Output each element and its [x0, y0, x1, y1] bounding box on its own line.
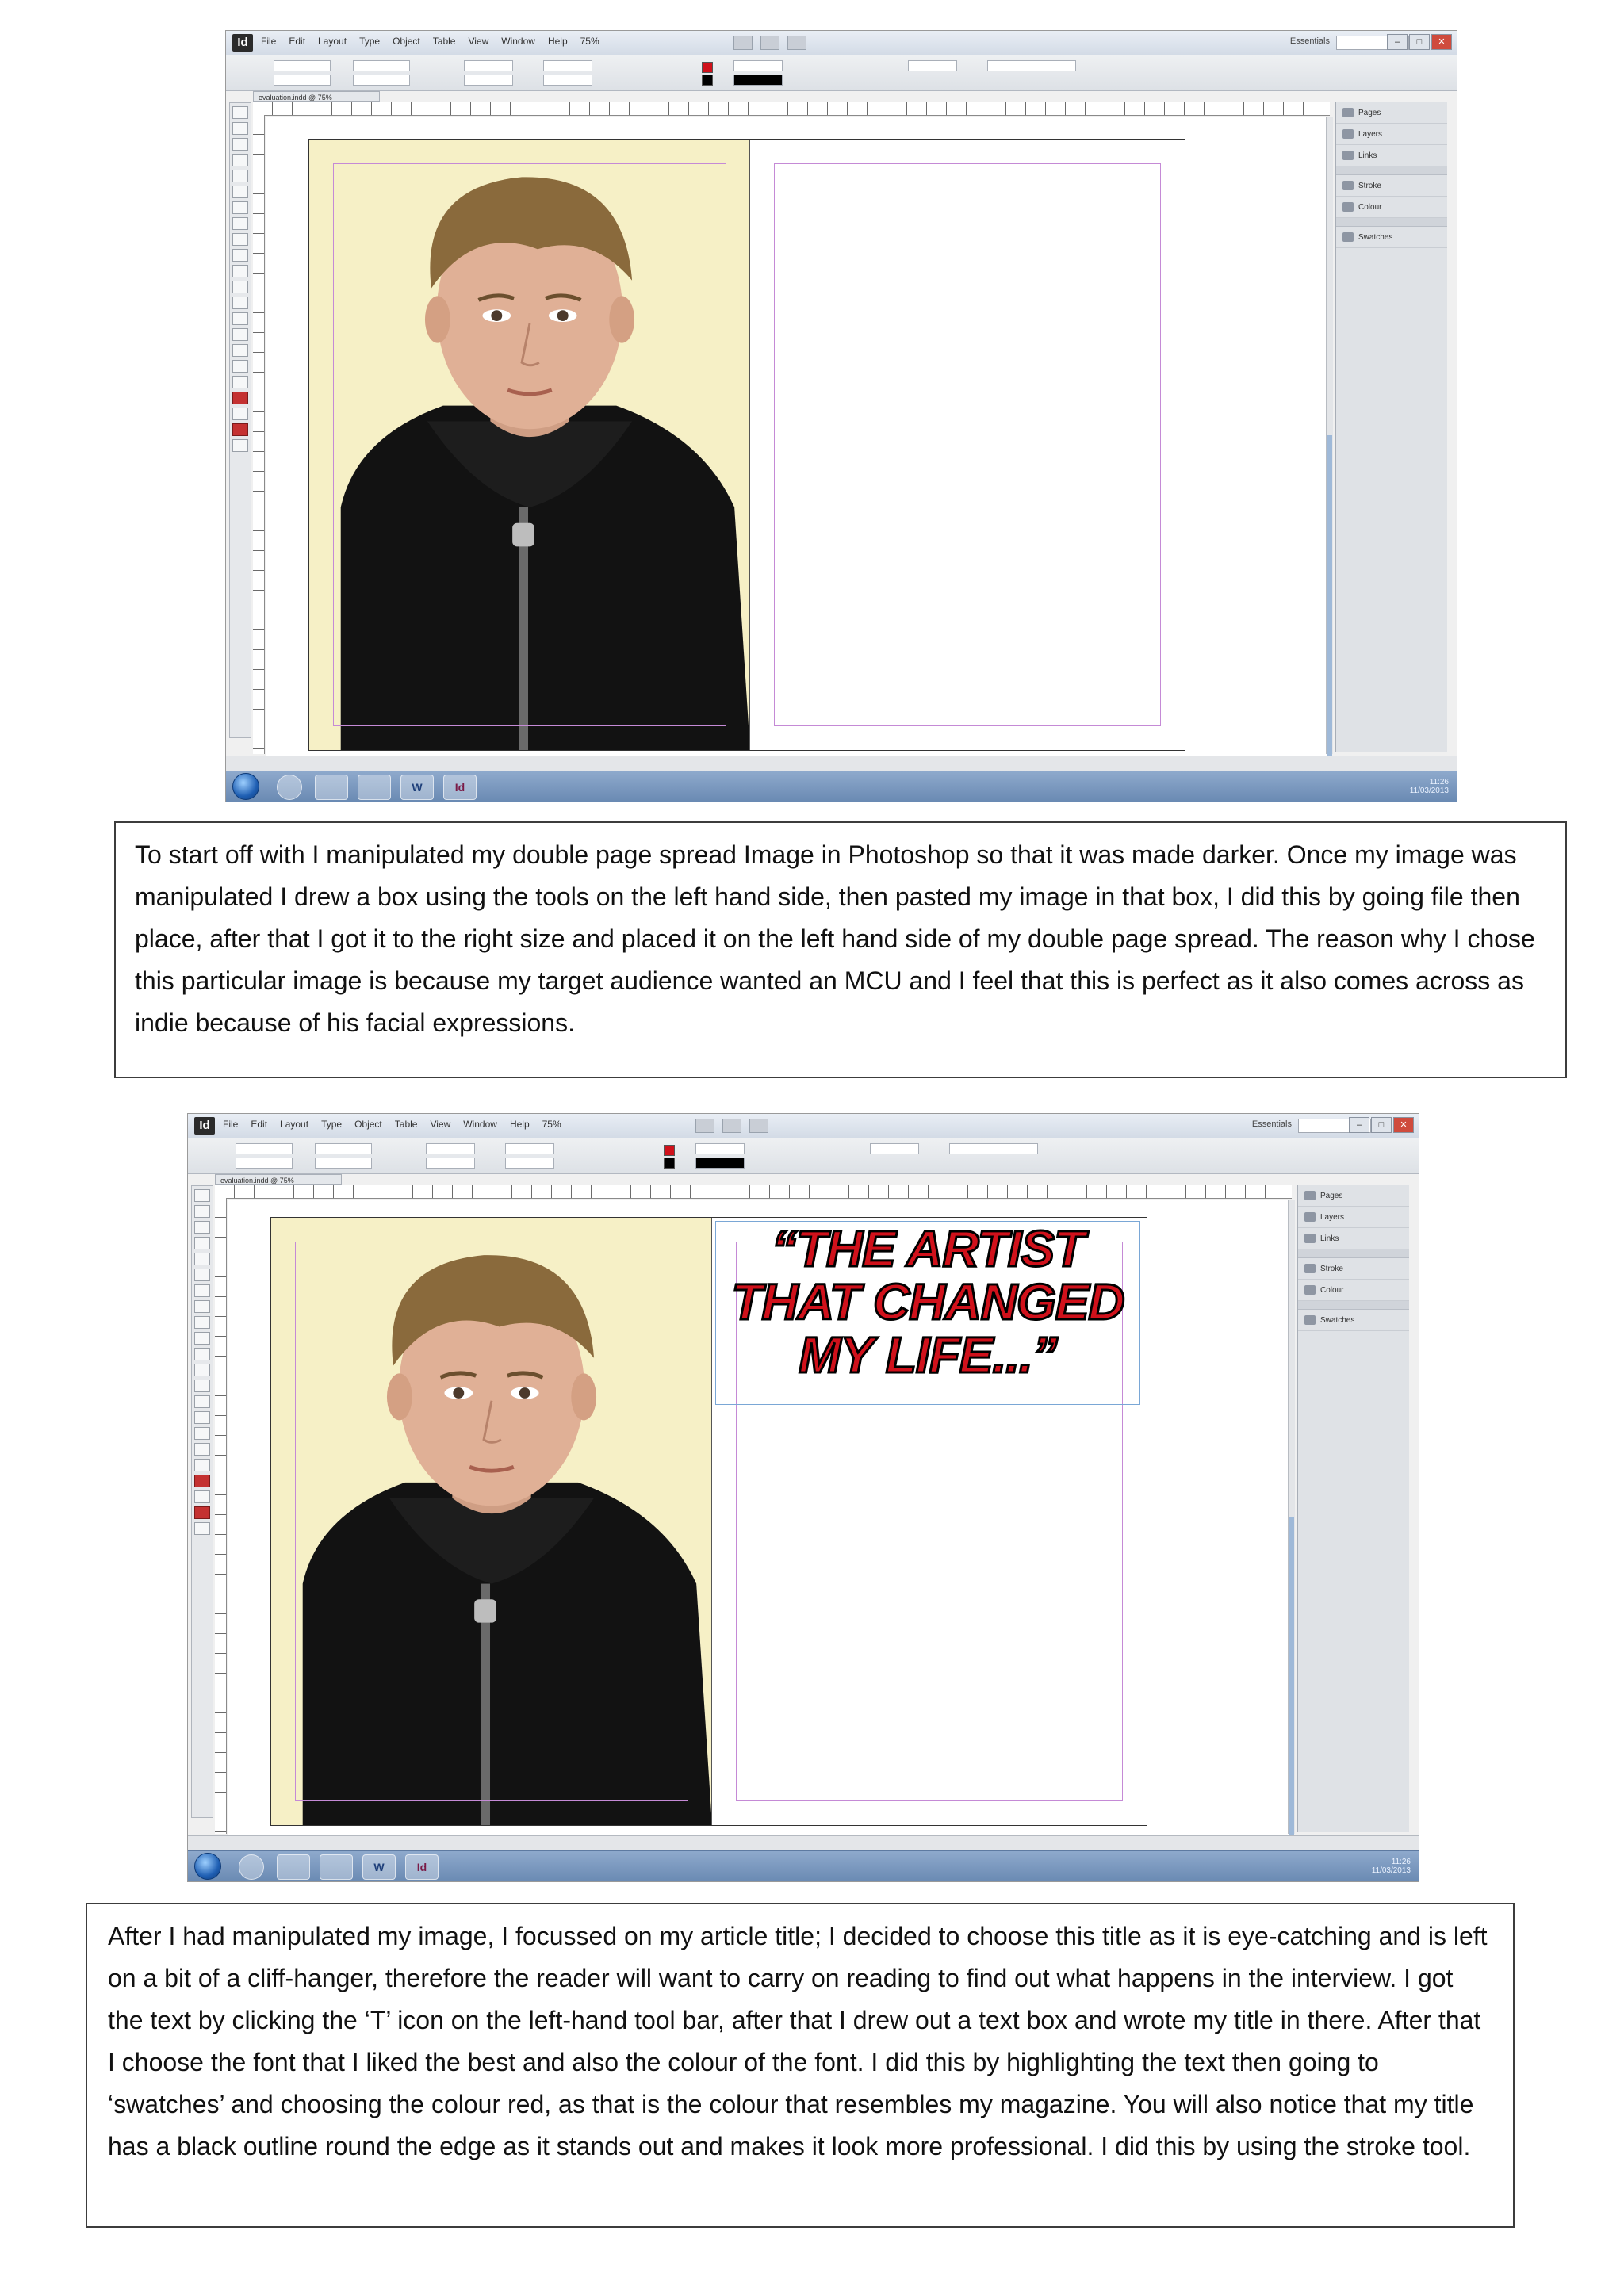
height-field[interactable]: [353, 75, 410, 86]
panel-divider: [1298, 1249, 1409, 1258]
bridge-icon[interactable]: [787, 36, 806, 50]
arrange-documents-icon[interactable]: [760, 36, 779, 50]
stroke-type-field[interactable]: [695, 1158, 745, 1169]
gap-tool-icon[interactable]: [232, 154, 248, 166]
title-bar: [188, 1114, 1419, 1138]
gap-tool-icon[interactable]: [194, 1237, 210, 1249]
horizontal-ruler: [215, 1185, 1292, 1199]
panel-swatches[interactable]: [1336, 227, 1447, 248]
shear-field[interactable]: [505, 1158, 554, 1169]
panel-swatches[interactable]: [1298, 1310, 1409, 1331]
zoom-level[interactable]: 75%: [580, 36, 599, 47]
workspace-switcher[interactable]: Essentials: [1251, 1119, 1292, 1129]
note-tool-icon[interactable]: [232, 328, 248, 341]
eyedropper-tool-icon[interactable]: [194, 1427, 210, 1440]
panel-pages[interactable]: [1298, 1185, 1409, 1207]
clock-time: 11:26: [1391, 1858, 1411, 1866]
panel-label: Swatches: [1320, 1315, 1355, 1325]
gradient-tool-icon[interactable]: [194, 1395, 210, 1408]
fill-stroke-icon[interactable]: [194, 1475, 210, 1487]
panel-label: Pages: [1320, 1191, 1343, 1200]
pencil-tool-icon[interactable]: [194, 1316, 210, 1329]
right-page[interactable]: [749, 140, 1185, 750]
tools-panel: [229, 102, 251, 738]
maximize-button[interactable]: □: [1409, 34, 1430, 50]
panel-stroke[interactable]: [1298, 1258, 1409, 1280]
panel-label: Layers: [1358, 129, 1383, 139]
x-position-field[interactable]: [274, 60, 331, 71]
window-controls: [1387, 34, 1452, 50]
windows-taskbar: [188, 1850, 1419, 1881]
menu-type[interactable]: Type: [359, 36, 381, 47]
line-tool-icon[interactable]: [194, 1284, 210, 1297]
panel-layers[interactable]: [1298, 1207, 1409, 1228]
menu-layout[interactable]: Layout: [280, 1119, 309, 1130]
x-position-field[interactable]: [236, 1143, 293, 1154]
scissors-tool-icon[interactable]: [194, 1364, 210, 1376]
menu-table[interactable]: Table: [432, 36, 456, 47]
docked-panels: [1297, 1185, 1409, 1832]
double-page-spread[interactable]: [270, 1217, 1147, 1826]
minimize-button[interactable]: –: [1349, 1117, 1369, 1133]
stroke-icon: [1342, 181, 1354, 190]
bridge-icon[interactable]: [749, 1119, 768, 1133]
view-options: [695, 1119, 768, 1133]
ie-taskbar-icon[interactable]: [239, 1854, 264, 1880]
indesign-app-icon: Id: [232, 34, 253, 52]
zoom-level[interactable]: 75%: [542, 1119, 561, 1130]
scrollbar-thumb[interactable]: [1327, 435, 1332, 802]
indesign-taskbar-icon[interactable]: Id: [405, 1854, 439, 1880]
y-position-field[interactable]: [236, 1158, 293, 1169]
panel-label: Colour: [1358, 202, 1382, 212]
formatting-icon[interactable]: [232, 408, 248, 420]
swatches-icon: [1342, 232, 1354, 242]
article-title-line-2: THAT CHANGED: [731, 1273, 1124, 1331]
stroke-icon: [1304, 1264, 1316, 1273]
stroke-swatch-icon[interactable]: [664, 1158, 675, 1169]
left-page-image-frame[interactable]: [309, 140, 750, 750]
panel-label: Swatches: [1358, 232, 1393, 242]
swatches-icon: [1304, 1315, 1316, 1325]
fill-swatch-icon[interactable]: [664, 1145, 675, 1156]
article-title[interactable]: [717, 1220, 1139, 1384]
media-player-taskbar-icon[interactable]: [358, 775, 391, 800]
status-bar: [226, 756, 1457, 771]
document-tab[interactable]: evaluation.indd @ 75%: [253, 91, 380, 102]
maximize-button[interactable]: □: [1371, 1117, 1392, 1133]
screen-mode-icon[interactable]: [733, 36, 753, 50]
zoom-tool-icon[interactable]: [194, 1459, 210, 1471]
colour-icon: [1304, 1285, 1316, 1295]
caption-text: To start off with I manipulated my double page spread Image in Photoshop so that it was made darker. Once my image was manipulated I drew a box using the tools on the left hand side, then pasted my image in that box, I did this by going file then place, after that I got it to the right size and placed it on the left hand side of my double page spread. The reason why I chose this particular image is because my target audience wanted an MCU and I feel that this is perfect as it also comes across as indie because of his facial expressions.: [135, 840, 1535, 1037]
selection-tool-icon[interactable]: [232, 106, 248, 119]
hand-tool-icon[interactable]: [232, 360, 248, 373]
panel-label: Stroke: [1320, 1264, 1343, 1273]
scale-x-field[interactable]: [464, 60, 513, 71]
system-clock[interactable]: [1410, 778, 1449, 795]
menu-window[interactable]: Window: [501, 36, 535, 47]
links-icon: [1304, 1234, 1316, 1243]
menu-help[interactable]: Help: [509, 1119, 530, 1130]
document-tab[interactable]: evaluation.indd @ 75%: [215, 1174, 342, 1185]
scrollbar-thumb[interactable]: [1289, 1517, 1294, 1882]
double-page-spread[interactable]: [308, 139, 1185, 751]
pages-icon: [1342, 108, 1354, 117]
panel-label: Colour: [1320, 1285, 1344, 1295]
horizontal-ruler: [253, 102, 1330, 116]
indesign-screenshot-2: [187, 1113, 1419, 1882]
panel-pages[interactable]: [1336, 102, 1447, 124]
stroke-type-field[interactable]: [733, 75, 783, 86]
panel-colour[interactable]: [1336, 197, 1447, 218]
ie-taskbar-icon[interactable]: [277, 775, 302, 800]
word-taskbar-icon[interactable]: W: [362, 1854, 396, 1880]
panel-links[interactable]: [1298, 1228, 1409, 1249]
panel-label: Links: [1320, 1234, 1339, 1243]
menu-object[interactable]: Object: [354, 1119, 382, 1130]
vertical-scrollbar[interactable]: [1326, 117, 1333, 754]
rectangle-frame-tool-icon[interactable]: [194, 1332, 210, 1345]
start-button-icon[interactable]: [194, 1853, 221, 1880]
panel-divider: [1298, 1301, 1409, 1310]
scale-y-field[interactable]: [464, 75, 513, 86]
article-title-line-1: “THE ARTIST: [771, 1220, 1085, 1277]
margin-guide-right: [774, 163, 1161, 726]
margin-guide-left: [295, 1242, 688, 1801]
close-button[interactable]: ✕: [1431, 34, 1452, 50]
window-controls: [1349, 1117, 1414, 1133]
type-tool-icon[interactable]: [194, 1269, 210, 1281]
view-options: [733, 36, 806, 50]
scissors-tool-icon[interactable]: [232, 281, 248, 293]
pen-tool-icon[interactable]: [194, 1300, 210, 1313]
direct-selection-tool-icon[interactable]: [194, 1205, 210, 1218]
zoom-tool-icon[interactable]: [232, 376, 248, 388]
title-bar: [226, 31, 1457, 55]
menu-file[interactable]: File: [223, 1119, 239, 1130]
panel-links[interactable]: [1336, 145, 1447, 166]
free-transform-tool-icon[interactable]: [194, 1380, 210, 1392]
rotate-field[interactable]: [543, 60, 592, 71]
rotate-field[interactable]: [505, 1143, 554, 1154]
tools-panel: [191, 1185, 213, 1818]
status-bar: [188, 1835, 1419, 1851]
rectangle-tool-icon[interactable]: [232, 265, 248, 277]
height-field[interactable]: [315, 1158, 372, 1169]
panel-label: Links: [1358, 151, 1377, 160]
explorer-taskbar-icon[interactable]: [315, 775, 348, 800]
object-style-field[interactable]: [949, 1143, 1038, 1154]
menu-bar: [223, 1119, 561, 1130]
direct-selection-tool-icon[interactable]: [232, 122, 248, 135]
layers-icon: [1304, 1212, 1316, 1222]
panel-divider: [1336, 218, 1447, 227]
apply-colour-icon[interactable]: [232, 423, 248, 436]
clock-date: 11/03/2013: [1371, 1866, 1411, 1875]
panel-stroke[interactable]: [1336, 175, 1447, 197]
eyedropper-tool-icon[interactable]: [232, 344, 248, 357]
panel-colour[interactable]: [1298, 1280, 1409, 1301]
vertical-ruler: [215, 1198, 227, 1834]
fitting-field[interactable]: [908, 60, 957, 71]
caption-text: After I had manipulated my image, I focussed on my article title; I decided to choose this title as it is eye-catching and is left on a bit of a cliff-hanger, therefore the reader will want to carry on reading to find out what happens in the interview. I got the text by clicking the ‘T’ icon on the left-hand tool bar, after that I drew out a text box and wrote my title in there. After that I choose the font that I liked the best and also the colour of the font. I did this by highlighting the text then going to ‘swatches’ and choosing the colour red, as that is the colour that resembles my magazine. You will also notice that my title has a black outline round the edge as it stands out and makes it look more professional. I did this by using the stroke tool.: [108, 1922, 1488, 2160]
width-field[interactable]: [315, 1143, 372, 1154]
right-page[interactable]: [711, 1218, 1147, 1825]
links-icon: [1342, 151, 1354, 160]
pages-icon: [1304, 1191, 1316, 1200]
note-tool-icon[interactable]: [194, 1411, 210, 1424]
start-button-icon[interactable]: [232, 773, 259, 800]
rectangle-frame-tool-icon[interactable]: [232, 249, 248, 262]
panel-label: Pages: [1358, 108, 1381, 117]
indesign-app-icon: Id: [194, 1117, 215, 1135]
margin-guide-left: [333, 163, 726, 726]
media-player-taskbar-icon[interactable]: [320, 1854, 353, 1880]
caption-box-1: [114, 821, 1567, 1078]
menu-bar: [261, 36, 599, 47]
panel-label: Layers: [1320, 1212, 1345, 1222]
stroke-swatch-icon[interactable]: [702, 75, 713, 86]
clock-time: 11:26: [1429, 778, 1449, 786]
selection-tool-icon[interactable]: [194, 1189, 210, 1202]
rectangle-tool-icon[interactable]: [194, 1348, 210, 1360]
panel-divider: [1336, 166, 1447, 175]
menu-object[interactable]: Object: [393, 36, 420, 47]
indesign-taskbar-icon[interactable]: Id: [443, 775, 477, 800]
clock-date: 11/03/2013: [1409, 786, 1449, 795]
panel-label: Stroke: [1358, 181, 1381, 190]
fill-swatch-icon[interactable]: [702, 62, 713, 73]
type-tool-icon[interactable]: [232, 186, 248, 198]
menu-layout[interactable]: Layout: [318, 36, 347, 47]
menu-view[interactable]: View: [468, 36, 489, 47]
menu-edit[interactable]: Edit: [289, 36, 306, 47]
y-position-field[interactable]: [274, 75, 331, 86]
menu-edit[interactable]: Edit: [251, 1119, 268, 1130]
width-field[interactable]: [353, 60, 410, 71]
explorer-taskbar-icon[interactable]: [277, 1854, 310, 1880]
docked-panels: [1335, 102, 1447, 752]
pen-tool-icon[interactable]: [232, 217, 248, 230]
hand-tool-icon[interactable]: [194, 1443, 210, 1456]
article-title-line-3: MY LIFE...”: [799, 1326, 1057, 1384]
fitting-field[interactable]: [870, 1143, 919, 1154]
arrange-documents-icon[interactable]: [722, 1119, 741, 1133]
control-panel: [188, 1138, 1419, 1174]
formatting-icon[interactable]: [194, 1490, 210, 1503]
scale-y-field[interactable]: [426, 1158, 475, 1169]
indesign-screenshot-1: [225, 30, 1457, 802]
content-collector-icon[interactable]: [194, 1253, 210, 1265]
fill-stroke-icon[interactable]: [232, 392, 248, 404]
page-tool-icon[interactable]: [194, 1221, 210, 1234]
screen-mode-tool-icon[interactable]: [232, 439, 248, 452]
menu-window[interactable]: Window: [463, 1119, 497, 1130]
apply-colour-icon[interactable]: [194, 1506, 210, 1519]
menu-table[interactable]: Table: [394, 1119, 418, 1130]
close-button[interactable]: ✕: [1393, 1117, 1414, 1133]
stroke-weight-field[interactable]: [695, 1143, 745, 1154]
page-tool-icon[interactable]: [232, 138, 248, 151]
menu-help[interactable]: Help: [547, 36, 568, 47]
windows-taskbar: [226, 771, 1457, 802]
pencil-tool-icon[interactable]: [232, 233, 248, 246]
layers-icon: [1342, 129, 1354, 139]
line-tool-icon[interactable]: [232, 201, 248, 214]
gradient-tool-icon[interactable]: [232, 312, 248, 325]
workspace-switcher[interactable]: Essentials: [1289, 36, 1330, 46]
caption-box-2: [86, 1903, 1515, 2228]
stroke-weight-field[interactable]: [733, 60, 783, 71]
vertical-scrollbar[interactable]: [1288, 1200, 1295, 1834]
system-clock[interactable]: [1372, 1858, 1411, 1875]
object-style-field[interactable]: [987, 60, 1076, 71]
minimize-button[interactable]: –: [1387, 34, 1408, 50]
panel-layers[interactable]: [1336, 124, 1447, 145]
vertical-ruler: [253, 115, 265, 754]
word-taskbar-icon[interactable]: W: [400, 775, 434, 800]
content-collector-icon[interactable]: [232, 170, 248, 182]
shear-field[interactable]: [543, 75, 592, 86]
menu-view[interactable]: View: [430, 1119, 451, 1130]
screen-mode-icon[interactable]: [695, 1119, 714, 1133]
control-panel: [226, 55, 1457, 91]
free-transform-tool-icon[interactable]: [232, 297, 248, 309]
scale-x-field[interactable]: [426, 1143, 475, 1154]
left-page-image-frame[interactable]: [271, 1218, 712, 1825]
menu-type[interactable]: Type: [321, 1119, 343, 1130]
menu-file[interactable]: File: [261, 36, 277, 47]
colour-icon: [1342, 202, 1354, 212]
screen-mode-tool-icon[interactable]: [194, 1522, 210, 1535]
